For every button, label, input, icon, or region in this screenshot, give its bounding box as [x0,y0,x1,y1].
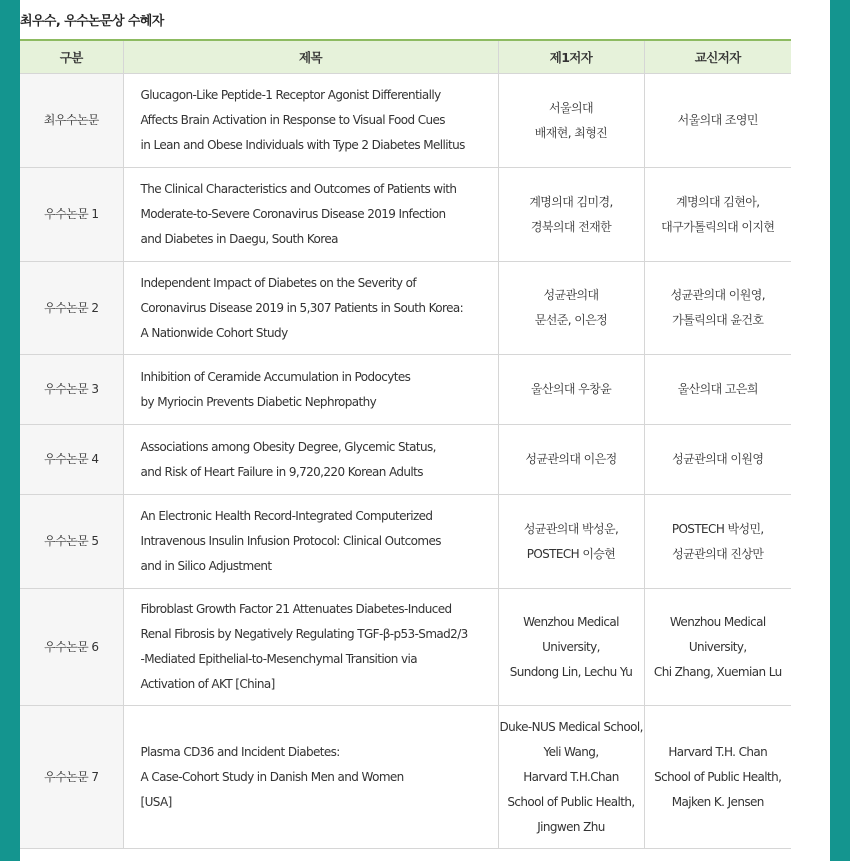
title-line: Inhibition of Ceramide Accumulation in Podocytes [140,369,411,384]
table-row [20,74,791,168]
corresponding-author-line: University, [688,639,747,654]
title-line: Fibroblast Growth Factor 21 Attenuates Diabetes-Induced [140,602,452,616]
title-line: Intravenous Insulin Infusion Protocol: Clinical Outcomes [140,534,441,548]
title-line: and Risk of Heart Failure in 9,720,220 Korean Adults [140,464,423,479]
title-line: and Diabetes in Daegu, South Korea [140,232,338,246]
first-author-line: 성균관의대 [543,288,599,302]
first-author-line: Yeli Wang, [543,744,599,759]
title-cell [123,168,498,262]
corresponding-author-line: School of Public Health, [654,769,782,784]
first-author-line: School of Public Health, [507,794,635,809]
title-line: A Case-Cohort Study in Danish Men and Women [140,769,404,784]
title-line: Renal Fibrosis by Negatively Regulating TGF-β-p53-Smad2/3 [140,627,468,641]
title-cell [123,495,498,589]
category-cell: 우수논문 1 [20,168,123,262]
corresponding-author-cell [644,495,791,589]
corresponding-author-cell [644,74,791,168]
corresponding-author-line: 울산의대 고은희 [677,382,758,396]
title-line: -Mediated Epithelial-to-Mesenchymal Transition via [140,652,418,666]
corresponding-author-line: 성균관의대 진상만 [672,546,764,561]
first-author-line: University, [542,639,600,654]
corresponding-author-line: 대구가톨릭의대 이지현 [661,219,775,234]
first-author-line: 성균관의대 이은정 [525,452,617,466]
title-line: and in Silico Adjustment [140,559,272,573]
first-author-cell [498,495,644,589]
category-cell: 우수논문 4 [20,425,123,495]
table-header-row [20,40,791,74]
first-author-cell [498,168,644,262]
column-header-category: 구분 [20,40,123,74]
first-author-line: 계명의대 김미경, [529,194,613,209]
title-line: Activation of AKT [China] [140,677,275,691]
title-line: The Clinical Characteristics and Outcomes of Patients with [140,182,457,196]
corresponding-author-line: Wenzhou Medical [669,614,766,629]
first-author-cell [498,589,644,706]
corresponding-author-line: Harvard T.H. Chan [668,744,768,759]
corresponding-author-line: Majken K. Jensen [671,794,764,809]
first-author-line: Duke-NUS Medical School, [499,719,643,734]
first-author-cell [498,74,644,168]
first-author-line: Wenzhou Medical [523,614,619,629]
first-author-line: 문선준, 이은정 [534,313,608,327]
column-header-corresponding-author: 교신저자 [644,40,791,74]
title-cell [123,425,498,495]
title-line: Moderate-to-Severe Coronavirus Disease 2019 Infection [140,207,446,221]
corresponding-author-line: 서울의대 조영민 [677,113,758,127]
first-author-line: 울산의대 우창윤 [530,382,612,396]
section-heading: 최우수, 우수논문상 수혜자 [20,14,164,29]
first-author-line: Jingwen Zhu [537,819,605,834]
first-author-line: Sundong Lin, Lechu Yu [509,664,633,679]
first-author-cell [498,262,644,355]
title-cell [123,262,498,355]
category-cell: 우수논문 6 [20,589,123,706]
table-row [20,495,791,589]
first-author-line: Harvard T.H.Chan [523,769,619,784]
column-header-first-author: 제1저자 [498,40,644,74]
first-author-cell [498,425,644,495]
title-cell [123,74,498,168]
table-row [20,355,791,425]
title-cell [123,355,498,425]
title-line: by Myriocin Prevents Diabetic Nephropathy [140,394,377,409]
title-line: An Electronic Health Record-Integrated Computerized [140,509,433,523]
title-cell [123,706,498,849]
column-header-title: 제목 [123,40,498,74]
corresponding-author-line: POSTECH 박성민, [671,521,764,536]
table-row [20,589,791,706]
first-author-line: 성균관의대 박성운, [523,521,619,536]
corresponding-author-line: 성균관의대 이원영, [670,288,765,302]
category-cell: 우수논문 2 [20,262,123,355]
category-cell: 우수논문 5 [20,495,123,589]
awards-table [20,39,791,849]
title-line: in Lean and Obese Individuals with Type 2 Diabetes Mellitus [140,138,465,152]
corresponding-author-cell [644,706,791,849]
corresponding-author-cell [644,589,791,706]
table-row [20,425,791,495]
category-cell: 우수논문 7 [20,706,123,849]
first-author-cell [498,706,644,849]
title-line: Associations among Obesity Degree, Glycemic Status, [140,439,436,454]
category-cell: 최우수논문 [20,74,123,168]
corresponding-author-cell [644,168,791,262]
table-row [20,168,791,262]
title-cell [123,589,498,706]
corresponding-author-line: Chi Zhang, Xuemian Lu [653,664,782,679]
first-author-line: 경북의대 전재한 [530,219,612,234]
corresponding-author-cell [644,262,791,355]
first-author-line: POSTECH 이승현 [526,546,616,561]
title-line: [USA] [140,794,172,809]
corresponding-author-line: 성균관의대 이원영 [672,452,764,466]
title-line: Affects Brain Activation in Response to Visual Food Cues [140,113,445,127]
title-line: Plasma CD36 and Incident Diabetes: [140,744,340,759]
first-author-line: 서울의대 [549,100,593,115]
corresponding-author-cell [644,355,791,425]
category-cell: 우수논문 3 [20,355,123,425]
first-author-line: 배재현, 최형진 [534,125,608,140]
corresponding-author-line: 계명의대 김현아, [676,194,760,209]
title-line: Coronavirus Disease 2019 in 5,307 Patients in South Korea: [140,300,464,315]
title-line: A Nationwide Cohort Study [140,325,288,340]
title-line: Independent Impact of Diabetes on the Severity of [140,275,416,290]
table-row [20,706,791,849]
corresponding-author-line: 가톨릭의대 윤건호 [672,313,764,327]
first-author-cell [498,355,644,425]
corresponding-author-cell [644,425,791,495]
table-row [20,262,791,355]
title-line: Glucagon-Like Peptide-1 Receptor Agonist Differentially [140,88,441,102]
